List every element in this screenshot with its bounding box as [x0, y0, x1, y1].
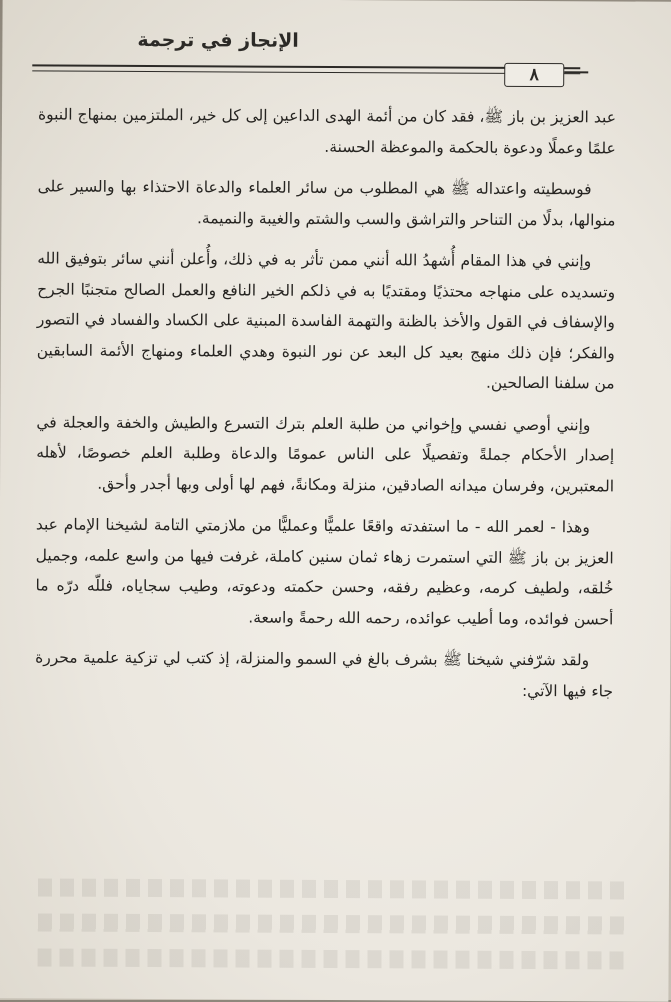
paragraph: عبد العزيز بن باز ﷺ، فقد كان من أئمة الهدى الداعين إلى كل خير، الملتزمين بمنهاج النبوة علمًا وعملًا ودعوة بالحكمة والموعظة الحسنة. — [37, 105, 617, 157]
body-text — [35, 99, 616, 717]
page-number-ornament — [564, 71, 588, 73]
header-rule — [32, 64, 580, 69]
bleed-through-text — [38, 913, 628, 934]
bleed-through-text — [38, 948, 628, 969]
paragraph: وإنني في هذا المقام أُشهدُ الله أنني ممن تأثر به في ذلك، وأُعلن أنني سائر بتوفيق الله وتسديده على منهاجه محتذيًا ومقتديًا به في ذلكم الخير النافع والعمل الصالح متجنبًا الجرح والإسفاف في القول والأخذ بالظنة والتهمة الفاسدة المبنية على الكساد والفساد في التصور والفكر؛ فإن ذلك منهج بعيد كل البعد عن نور النبوة وهدي العلماء ومنهاج الأئمة السابقين من سلفنا الصالحين. — [36, 249, 616, 393]
running-title: الإنجاز في ترجمة — [137, 28, 299, 52]
paragraph: وإنني أوصي نفسي وإخواني من طلبة العلم بترك التسرع والطيش والخفة والعجلة في إصدار الأحكام جملةً وتفصيلًا على الناس عمومًا والدعاة وطلبة العلم خصوصًا، لأهله المعتبرين، وفرسان ميدانه الصادقين، منزلة ومكانةً، فهم لها أولى وبها أجدر وأحق. — [36, 412, 615, 495]
page-number: ٨ — [504, 63, 564, 87]
paragraph: ولقد شرّفني شيخنا ﷺ بشرف بالغ في السمو والمنزلة، إذ كتب لي تزكية علمية محررة جاء فيها الآتي: — [35, 648, 614, 700]
paragraph: وهذا - لعمر الله - ما استفدته واقعًا علميًّا وعمليًّا من ملازمتي التامة لشيخنا الإمام عبد العزيز بن باز ﷺ التي استمرت زهاء ثمان سنين كاملة، غرفت فيها من واسع علمه، وجميل خُلقه، ولطيف كرمه، وعظيم رفقه، وحسن حكمته ودعوته، وطيب سجاياه، فللّه درّه ما أحسن فوائده، وما أطيب عوائده، رحمه الله رحمةً واسعة. — [35, 515, 614, 628]
bleed-through-text — [38, 878, 628, 899]
paragraph: فوسطيته واعتداله ﷺ هي المطلوب من سائر العلماء والدعاة الاحتذاء بها والسير على منوالها، بدلًا من التناحر والتراشق والسب والشتم والغيبة والنميمة. — [37, 177, 616, 229]
